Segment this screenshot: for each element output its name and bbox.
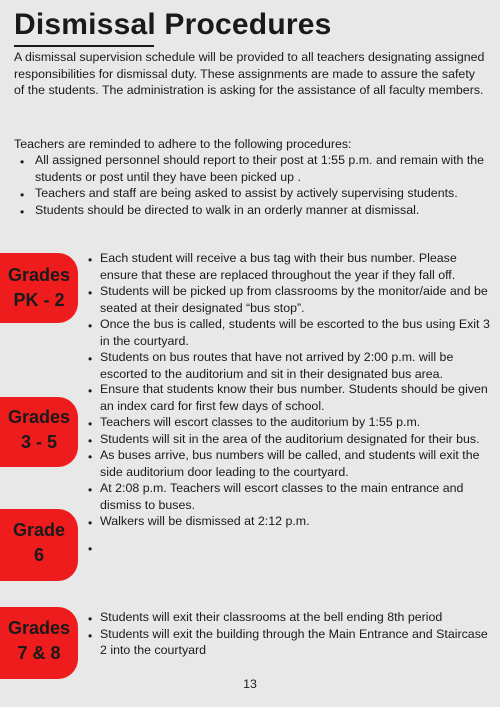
list-item: • Students on bus routes that have not arrived by 2:00 p.m. will be escorted to the auditorium and sit in their designated bus area. — [88, 349, 498, 382]
tab-label-line1: Grades — [7, 407, 71, 427]
list-item: • Ensure that students know their bus number. Students should be given an index card for first few days of school. — [88, 381, 498, 414]
grades-pk2-tab — [0, 253, 78, 323]
pk2-list — [88, 250, 498, 382]
tab-label-line1: Grade — [12, 520, 66, 540]
page-title: Dismissal Procedures — [14, 8, 332, 41]
tab-label-line1: Grades — [7, 265, 71, 285]
grades-35-tab — [0, 397, 78, 467]
tab-label-line1: Grades — [7, 618, 71, 638]
tab-label-line2: 6 — [33, 545, 44, 565]
reminder-text: Teachers are reminded to adhere to the following procedures: — [14, 137, 352, 151]
list-item: • Teachers will escort classes to the auditorium by 1:55 p.m. — [88, 414, 498, 431]
list-item: • As buses arrive, bus numbers will be called, and students will exit the side auditorium door leading to the courtyard. — [88, 447, 498, 480]
list-item: • Once the bus is called, students will be escorted to the bus using Exit 3 in the courtyard. — [88, 316, 498, 349]
page-number: 13 — [243, 677, 257, 691]
tab-label-line2: PK - 2 — [13, 290, 65, 310]
list-item: • Students will be picked up from classrooms by the monitor/aide and be seated at their designated “bus stop”. — [88, 283, 498, 316]
title-underline — [14, 45, 154, 47]
tab-label-line2: 7 & 8 — [17, 643, 61, 663]
list-item: • Walkers will be dismissed at 2:12 p.m. — [88, 513, 498, 530]
list-item: • At 2:08 p.m. Teachers will escort classes to the main entrance and dismiss to buses. — [88, 480, 498, 513]
list-item: • Students will exit the building through the Main Entrance and Staircase 2 into the courtyard — [88, 626, 498, 659]
list-item: • Students will exit their classrooms at the bell ending 8th period — [88, 609, 498, 626]
grade-6-tab — [0, 509, 78, 581]
procedure-item: • All assigned personnel should report to their post at 1:55 p.m. and remain with the students or post until they have been picked up . — [14, 152, 494, 185]
list-item: • Students will sit in the area of the auditorium designated for their bus. — [88, 431, 498, 448]
tab-label-line2: 3 - 5 — [20, 432, 58, 452]
g35-list — [88, 381, 498, 530]
intro-paragraph: A dismissal supervision schedule will be provided to all teachers designating assigned responsibilities for dismissal duty. These assignments are made to assure the safety of the students. The administration is asking for the assistance of all faculty members. — [14, 50, 485, 97]
list-item: • Each student will receive a bus tag with their bus number. Please ensure that these are replaced throughout the year if they fall off. — [88, 250, 498, 283]
procedure-item: • Students should be directed to walk in an orderly manner at dismissal. — [14, 202, 494, 219]
empty-bullet: • — [88, 542, 93, 556]
procedures-list — [14, 152, 494, 218]
procedure-item: • Teachers and staff are being asked to assist by actively supervising students. — [14, 185, 494, 202]
grades-78-tab — [0, 607, 78, 679]
g78-list — [88, 609, 498, 659]
